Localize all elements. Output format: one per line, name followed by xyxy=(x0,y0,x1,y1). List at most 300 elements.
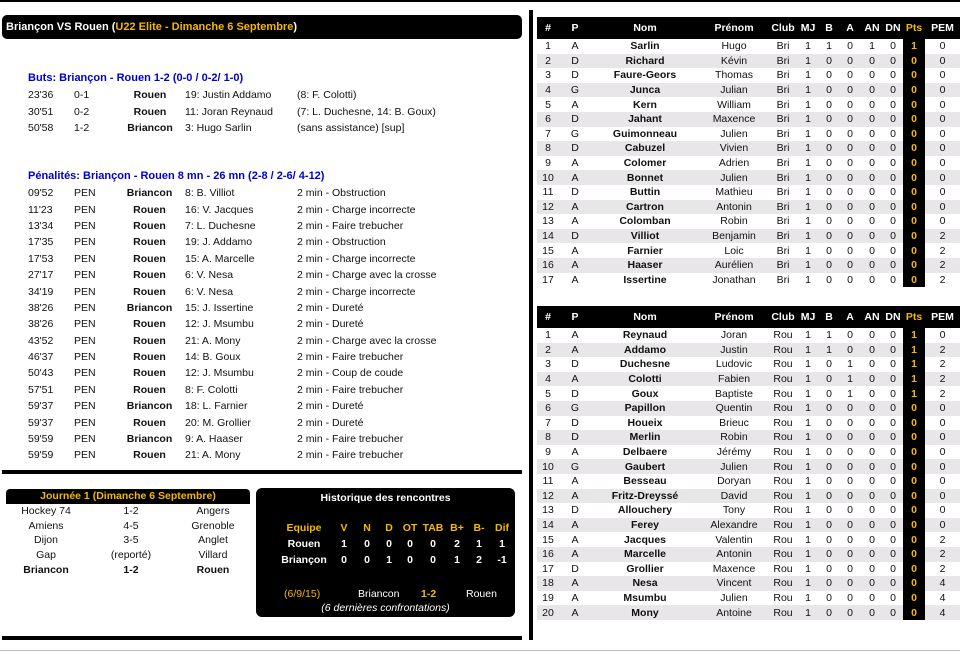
goal-scorer: 11: Joran Reynaud xyxy=(185,105,273,118)
journee-match-row xyxy=(6,548,250,563)
player-club: Bri xyxy=(769,97,797,112)
player-an: 0 xyxy=(861,97,883,112)
player-num: 2 xyxy=(537,343,559,358)
player-club: Bri xyxy=(769,243,797,258)
player-club: Rou xyxy=(769,401,797,416)
player-pts: 0 xyxy=(903,127,925,142)
roster-rouen-table xyxy=(537,306,960,620)
player-dn: 0 xyxy=(883,416,903,431)
player-buts: 0 xyxy=(819,372,839,387)
penalty-player: 6: V. Nesa xyxy=(185,285,234,298)
player-an: 0 xyxy=(861,170,883,185)
player-dn: 0 xyxy=(883,54,903,69)
roster-header-num[interactable]: # xyxy=(537,17,559,39)
player-assists: 0 xyxy=(839,68,861,83)
player-row xyxy=(537,141,960,156)
historique-cell-ot: 0 xyxy=(407,538,413,550)
penalty-row xyxy=(28,251,436,267)
player-num: 9 xyxy=(537,156,559,171)
player-assists: 0 xyxy=(839,503,861,518)
player-dn: 0 xyxy=(883,430,903,445)
roster-header-num[interactable]: # xyxy=(537,306,559,328)
player-assists: 0 xyxy=(839,401,861,416)
player-pem: 0 xyxy=(925,214,960,229)
player-club: Rou xyxy=(769,605,797,620)
player-pts: 0 xyxy=(903,576,925,591)
player-pem: 4 xyxy=(925,591,960,606)
player-num: 16 xyxy=(537,547,559,562)
historique-cell-bp: 1 xyxy=(454,554,460,566)
player-buts: 0 xyxy=(819,605,839,620)
historique-cell-dif: 1 xyxy=(499,538,505,550)
player-mj: 1 xyxy=(797,430,819,445)
player-an: 0 xyxy=(861,532,883,547)
player-num: 18 xyxy=(537,576,559,591)
historique-cell-bp: 2 xyxy=(454,538,460,550)
player-pem: 2 xyxy=(925,547,960,562)
player-pem: 4 xyxy=(925,605,960,620)
player-pts: 0 xyxy=(903,185,925,200)
roster-header-mj[interactable]: MJ xyxy=(797,306,819,328)
player-assists: 0 xyxy=(839,416,861,431)
player-row xyxy=(537,127,960,142)
roster-header-pem[interactable]: PEM xyxy=(925,306,960,328)
player-an: 0 xyxy=(861,459,883,474)
roster-header-pts[interactable]: Pts xyxy=(903,17,925,39)
goal-row xyxy=(28,120,436,136)
roster-briancon-table xyxy=(537,17,960,287)
player-club: Bri xyxy=(769,229,797,244)
historique-header: Dif xyxy=(495,522,509,534)
player-nom: Bonnet xyxy=(591,170,699,185)
historique-header: B+ xyxy=(450,522,464,534)
player-pem: 0 xyxy=(925,518,960,533)
player-dn: 0 xyxy=(883,489,903,504)
top-border xyxy=(0,0,960,4)
player-dn: 0 xyxy=(883,357,903,372)
player-position: D xyxy=(559,185,591,200)
player-an: 0 xyxy=(861,141,883,156)
penalty-team: Rouen xyxy=(133,269,166,282)
player-club: Rou xyxy=(769,445,797,460)
player-pts: 0 xyxy=(903,562,925,577)
player-mj: 1 xyxy=(797,576,819,591)
penalty-row xyxy=(28,218,436,234)
player-prenom: Robin xyxy=(699,214,769,229)
roster-briancon xyxy=(537,17,960,287)
player-pts: 1 xyxy=(903,386,925,401)
player-buts: 0 xyxy=(819,459,839,474)
roster-header-pem[interactable]: PEM xyxy=(925,17,960,39)
player-mj: 1 xyxy=(797,605,819,620)
historique-header: V xyxy=(340,522,348,534)
player-pts: 1 xyxy=(903,39,925,54)
player-num: 14 xyxy=(537,229,559,244)
player-an: 0 xyxy=(861,229,883,244)
player-row xyxy=(537,54,960,69)
player-dn: 0 xyxy=(883,214,903,229)
player-mj: 1 xyxy=(797,518,819,533)
player-prenom: Vivien xyxy=(699,141,769,156)
player-pts: 1 xyxy=(903,372,925,387)
player-nom: Guimonneau xyxy=(591,127,699,142)
penalty-row xyxy=(28,447,436,463)
player-assists: 0 xyxy=(839,576,861,591)
player-buts: 0 xyxy=(819,127,839,142)
player-pts: 0 xyxy=(903,54,925,69)
historique-footer: (6 dernières confrontations) xyxy=(321,602,450,614)
penalty-description: 2 min - Dureté xyxy=(297,318,364,331)
player-an: 0 xyxy=(861,503,883,518)
last-match-away: Rouen xyxy=(466,588,497,600)
player-club: Rou xyxy=(769,357,797,372)
player-pts: 0 xyxy=(903,489,925,504)
penalty-player: 7: L. Duchesne xyxy=(185,219,256,232)
player-num: 1 xyxy=(537,39,559,54)
penalty-team: Rouen xyxy=(133,351,166,364)
player-num: 4 xyxy=(537,83,559,98)
journee-home-team: Briancon xyxy=(23,563,69,576)
player-pts: 0 xyxy=(903,416,925,431)
player-position: D xyxy=(559,68,591,83)
player-pem: 0 xyxy=(925,401,960,416)
player-pem: 0 xyxy=(925,170,960,185)
player-mj: 1 xyxy=(797,474,819,489)
penalty-description: 2 min - Faire trebucher xyxy=(297,433,404,446)
player-nom: Papillon xyxy=(591,401,699,416)
roster-header-buts[interactable]: B xyxy=(819,306,839,328)
roster-header-an[interactable]: AN xyxy=(861,17,883,39)
last-match-date: (6/9/15) xyxy=(284,588,321,600)
player-dn: 0 xyxy=(883,229,903,244)
player-an: 1 xyxy=(861,39,883,54)
player-row xyxy=(537,372,960,387)
player-pem: 2 xyxy=(925,243,960,258)
roster-header-club[interactable]: Club xyxy=(769,306,797,328)
penalty-type: PEN xyxy=(74,400,96,413)
player-assists: 0 xyxy=(839,170,861,185)
player-row xyxy=(537,562,960,577)
goals-title: Buts: Briançon - Rouen 1-2 (0-0 / 0-2/ 1-0) xyxy=(28,72,244,84)
penalty-time: 11'23 xyxy=(28,203,53,216)
player-club: Rou xyxy=(769,343,797,358)
player-mj: 1 xyxy=(797,416,819,431)
player-prenom: William xyxy=(699,97,769,112)
player-dn: 0 xyxy=(883,343,903,358)
roster-header-an[interactable]: AN xyxy=(861,306,883,328)
player-dn: 0 xyxy=(883,39,903,54)
player-assists: 0 xyxy=(839,200,861,215)
player-buts: 0 xyxy=(819,576,839,591)
player-club: Rou xyxy=(769,416,797,431)
player-an: 0 xyxy=(861,576,883,591)
player-num: 2 xyxy=(537,54,559,69)
player-pts: 0 xyxy=(903,258,925,273)
player-num: 15 xyxy=(537,532,559,547)
player-buts: 0 xyxy=(819,54,839,69)
player-position: A xyxy=(559,591,591,606)
player-an: 0 xyxy=(861,54,883,69)
penalty-description: 2 min - Dureté xyxy=(297,416,364,429)
player-num: 6 xyxy=(537,401,559,416)
player-row xyxy=(537,83,960,98)
player-dn: 0 xyxy=(883,83,903,98)
player-num: 15 xyxy=(537,243,559,258)
penalty-time: 43'52 xyxy=(28,334,54,347)
player-mj: 1 xyxy=(797,273,819,288)
penalty-team: Rouen xyxy=(133,236,166,249)
goal-scorer: 19: Justin Addamo xyxy=(185,89,272,102)
player-mj: 1 xyxy=(797,83,819,98)
player-buts: 0 xyxy=(819,214,839,229)
player-row xyxy=(537,474,960,489)
player-row xyxy=(537,416,960,431)
player-pem: 0 xyxy=(925,68,960,83)
player-pts: 0 xyxy=(903,547,925,562)
player-pem: 2 xyxy=(925,258,960,273)
player-nom: Addamo xyxy=(591,343,699,358)
penalty-time: 59'59 xyxy=(28,449,54,462)
historique-header: OT xyxy=(402,522,418,534)
player-mj: 1 xyxy=(797,591,819,606)
player-pem: 0 xyxy=(925,489,960,504)
player-position: A xyxy=(559,200,591,215)
roster-header-nom[interactable]: Nom xyxy=(591,17,699,39)
roster-header-assists[interactable]: A xyxy=(839,17,861,39)
player-pem: 0 xyxy=(925,328,960,343)
penalty-type: PEN xyxy=(74,334,96,347)
player-nom: Buttin xyxy=(591,185,699,200)
player-position: A xyxy=(559,474,591,489)
roster-header-position[interactable]: P xyxy=(559,17,591,39)
player-nom: Reynaud xyxy=(591,328,699,343)
player-row xyxy=(537,547,960,562)
player-pem: 2 xyxy=(925,357,960,372)
penalty-team: Rouen xyxy=(133,416,166,429)
player-club: Bri xyxy=(769,127,797,142)
player-buts: 1 xyxy=(819,343,839,358)
player-position: A xyxy=(559,518,591,533)
player-dn: 0 xyxy=(883,127,903,142)
player-position: G xyxy=(559,127,591,142)
player-mj: 1 xyxy=(797,214,819,229)
roster-header-nom[interactable]: Nom xyxy=(591,306,699,328)
player-buts: 1 xyxy=(819,39,839,54)
match-competition: U22 Elite - Dimanche 6 Septembre xyxy=(115,21,294,33)
player-nom: Besseau xyxy=(591,474,699,489)
player-buts: 0 xyxy=(819,273,839,288)
player-prenom: Julien xyxy=(699,591,769,606)
penalty-team: Rouen xyxy=(133,449,166,462)
penalty-description: 2 min - Obstruction xyxy=(297,187,386,200)
player-prenom: David xyxy=(699,489,769,504)
roster-header-prenom[interactable]: Prénom xyxy=(699,17,769,39)
player-pts: 1 xyxy=(903,343,925,358)
goal-team: Rouen xyxy=(133,89,167,102)
player-position: D xyxy=(559,357,591,372)
player-row xyxy=(537,343,960,358)
player-nom: Nesa xyxy=(591,576,699,591)
penalty-description: 2 min - Charge incorrecte xyxy=(297,203,416,216)
player-dn: 0 xyxy=(883,474,903,489)
player-mj: 1 xyxy=(797,127,819,142)
penalty-description: 2 min - Charge avec la crosse xyxy=(297,334,437,347)
player-prenom: Antonin xyxy=(699,200,769,215)
player-mj: 1 xyxy=(797,54,819,69)
player-club: Rou xyxy=(769,474,797,489)
player-prenom: Vincent xyxy=(699,576,769,591)
player-buts: 0 xyxy=(819,489,839,504)
penalty-row xyxy=(28,431,436,447)
penalty-row xyxy=(28,398,436,414)
player-mj: 1 xyxy=(797,532,819,547)
player-assists: 0 xyxy=(839,214,861,229)
penalty-player: 16: V. Jacques xyxy=(185,203,254,216)
player-dn: 0 xyxy=(883,605,903,620)
player-position: D xyxy=(559,416,591,431)
journee-away-team: Rouen xyxy=(196,563,230,576)
player-assists: 0 xyxy=(839,39,861,54)
player-num: 11 xyxy=(537,185,559,200)
player-num: 10 xyxy=(537,459,559,474)
player-pts: 0 xyxy=(903,112,925,127)
player-nom: Farnier xyxy=(591,243,699,258)
player-num: 19 xyxy=(537,591,559,606)
player-row xyxy=(537,605,960,620)
player-an: 0 xyxy=(861,430,883,445)
goals-table xyxy=(28,87,436,136)
player-num: 5 xyxy=(537,386,559,401)
player-assists: 0 xyxy=(839,562,861,577)
player-nom: Haaser xyxy=(591,258,699,273)
penalty-time: 46'37 xyxy=(28,351,54,364)
player-buts: 0 xyxy=(819,68,839,83)
roster-header-club[interactable]: Club xyxy=(769,17,797,39)
player-club: Bri xyxy=(769,156,797,171)
player-club: Bri xyxy=(769,68,797,83)
roster-header-dn[interactable]: DN xyxy=(883,17,903,39)
roster-header-position[interactable]: P xyxy=(559,306,591,328)
player-pts: 0 xyxy=(903,474,925,489)
roster-header-mj[interactable]: MJ xyxy=(797,17,819,39)
roster-header-prenom[interactable]: Prénom xyxy=(699,306,769,328)
player-row xyxy=(537,430,960,445)
player-club: Rou xyxy=(769,328,797,343)
historique-header: B- xyxy=(473,522,485,534)
penalty-time: 27'17 xyxy=(28,269,54,282)
journee-score: 4-5 xyxy=(123,519,139,532)
player-buts: 0 xyxy=(819,474,839,489)
journee-score: 1-2 xyxy=(123,563,139,576)
player-an: 0 xyxy=(861,372,883,387)
player-dn: 0 xyxy=(883,518,903,533)
player-club: Bri xyxy=(769,258,797,273)
player-assists: 0 xyxy=(839,185,861,200)
penalty-player: 21: A. Mony xyxy=(185,334,241,347)
roster-header-buts[interactable]: B xyxy=(819,17,839,39)
penalty-team: Rouen xyxy=(133,203,166,216)
roster-header-dn[interactable]: DN xyxy=(883,306,903,328)
roster-header-assists[interactable]: A xyxy=(839,306,861,328)
goal-score: 0-1 xyxy=(74,89,90,102)
journee-away-team: Angers xyxy=(196,505,230,518)
player-buts: 0 xyxy=(819,416,839,431)
player-position: G xyxy=(559,459,591,474)
player-club: Rou xyxy=(769,430,797,445)
player-row xyxy=(537,357,960,372)
player-pts: 0 xyxy=(903,229,925,244)
player-row xyxy=(537,258,960,273)
historique-row xyxy=(276,536,514,552)
player-pem: 0 xyxy=(925,141,960,156)
penalty-type: PEN xyxy=(74,203,96,216)
player-position: A xyxy=(559,605,591,620)
player-prenom: Julien xyxy=(699,170,769,185)
player-position: A xyxy=(559,489,591,504)
player-an: 0 xyxy=(861,386,883,401)
journee-match-row xyxy=(6,562,250,577)
player-an: 0 xyxy=(861,416,883,431)
player-buts: 0 xyxy=(819,532,839,547)
player-dn: 0 xyxy=(883,170,903,185)
player-nom: Issertine xyxy=(591,273,699,288)
penalty-time: 17'53 xyxy=(28,252,54,265)
player-pts: 0 xyxy=(903,430,925,445)
player-pem: 0 xyxy=(925,416,960,431)
player-pts: 0 xyxy=(903,591,925,606)
player-pts: 0 xyxy=(903,141,925,156)
player-mj: 1 xyxy=(797,489,819,504)
penalty-row xyxy=(28,300,436,316)
player-position: D xyxy=(559,562,591,577)
player-buts: 0 xyxy=(819,156,839,171)
player-dn: 0 xyxy=(883,328,903,343)
player-dn: 0 xyxy=(883,401,903,416)
journee-match-row xyxy=(6,504,250,519)
player-mj: 1 xyxy=(797,328,819,343)
penalty-description: 2 min - Charge avec la crosse xyxy=(297,269,437,282)
player-dn: 0 xyxy=(883,372,903,387)
journee-away-team: Grenoble xyxy=(191,519,235,532)
player-position: D xyxy=(559,112,591,127)
roster-header-pts[interactable]: Pts xyxy=(903,306,925,328)
player-pts: 0 xyxy=(903,401,925,416)
player-dn: 0 xyxy=(883,591,903,606)
player-mj: 1 xyxy=(797,372,819,387)
player-prenom: Hugo xyxy=(699,39,769,54)
player-position: A xyxy=(559,372,591,387)
player-club: Rou xyxy=(769,459,797,474)
penalty-player: 18: L. Farnier xyxy=(185,400,248,413)
player-buts: 0 xyxy=(819,430,839,445)
player-nom: Fritz-Dreyssé xyxy=(591,489,699,504)
historique-header: N xyxy=(363,522,371,534)
historique-cell-n: 0 xyxy=(364,554,370,566)
penalty-player: 8: F. Colotti xyxy=(185,383,238,396)
penalty-type: PEN xyxy=(74,433,96,446)
penalty-time: 59'59 xyxy=(28,433,54,446)
player-club: Bri xyxy=(769,54,797,69)
player-num: 4 xyxy=(537,372,559,387)
penalty-player: 9: A. Haaser xyxy=(185,433,243,446)
player-row xyxy=(537,532,960,547)
penalty-description: 2 min - Charge incorrecte xyxy=(297,252,416,265)
player-buts: 0 xyxy=(819,591,839,606)
player-pts: 0 xyxy=(903,243,925,258)
penalty-time: 17'35 xyxy=(28,236,54,249)
penalty-type: PEN xyxy=(74,367,96,380)
player-an: 0 xyxy=(861,127,883,142)
